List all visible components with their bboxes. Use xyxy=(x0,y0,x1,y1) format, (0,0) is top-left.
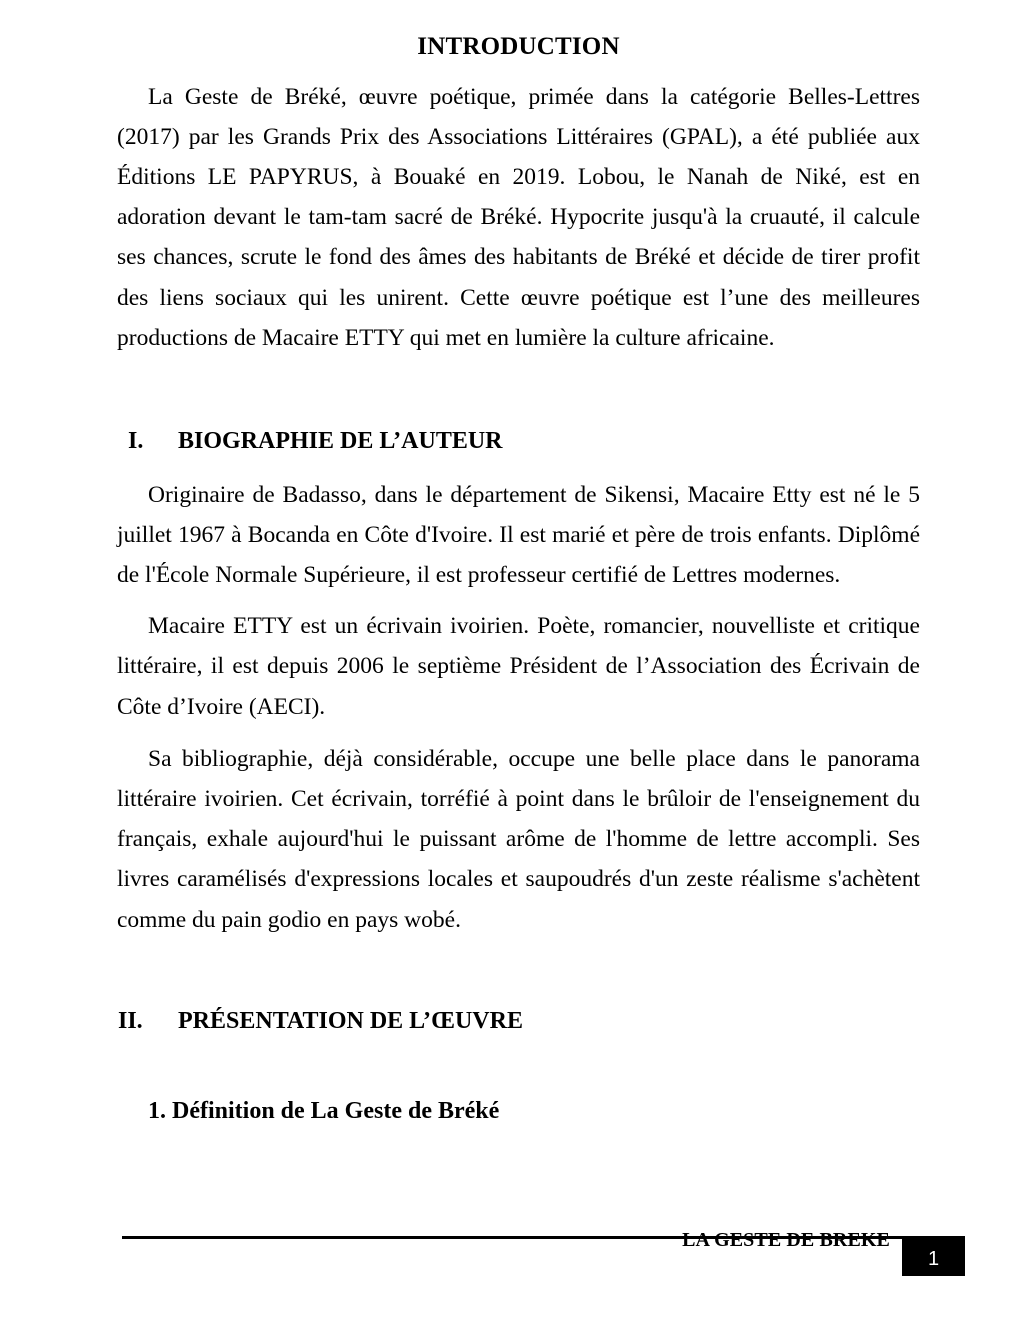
section-number: I. xyxy=(128,427,144,454)
biographie-paragraph-1: Originaire de Badasso, dans le département de Sikensi, Macaire Etty est né le 5 juillet 1967 à Bocanda en Côte d'Ivoire. Il est marié et père de trois enfants. Diplômé de l'École Normale Supérieure, il est professeur certifié de Lettres modernes. xyxy=(117,481,920,588)
intro-paragraph: La Geste de Bréké, œuvre poétique, primée dans la catégorie Belles-Lettres (2017) par les Grands Prix des Associations Littéraires (GPAL), a été publiée aux Éditions LE PAPYRUS, à Bouaké en 2019. Lobou, le Nanah de Niké, est en adoration devant le tam-tam sacré de Bréké. Hypocrite jusqu'à la cruauté, il calcule ses chances, scrute le fond des âmes des habitants de Bréké et décide de tirer profit des liens sociaux qui les unirent. Cette œuvre poétique est l’une des meilleures productions de Macaire ETTY qui met en lumière la culture africaine. xyxy=(117,83,920,351)
page-footer xyxy=(0,1228,1020,1320)
document-content xyxy=(117,0,920,1126)
subsection-heading-definition: 1. Définition de La Geste de Bréké xyxy=(148,1098,500,1125)
page-number-label: 1 xyxy=(927,1248,940,1270)
page-number-badge xyxy=(902,1236,965,1276)
biographie-paragraph-3: Sa bibliographie, déjà considérable, occupe une belle place dans le panorama littéraire ivoirien. Cet écrivain, torréfié à point dans le brûloir de l'enseignement du français, exhale aujourd'hui le puissant arôme de l'homme de lettre accompli. Ses livres caramélisés d'expressions locales et saupoudrés d'un zeste réalisme s'achètent comme du pain godio en pays wobé. xyxy=(117,745,920,933)
footer-title: LA GESTE DE BREKE xyxy=(682,1229,890,1251)
section-heading-biographie xyxy=(117,428,920,456)
biographie-paragraph-2: Macaire ETTY est un écrivain ivoirien. Poète, romancier, nouvelliste et critique littéraire, il est depuis 2006 le septième Président de l’Association des Écrivain de Côte d’Ivoire (AECI). xyxy=(117,613,920,720)
page-title: INTRODUCTION xyxy=(417,33,620,60)
section-title: PRÉSENTATION DE L’ŒUVRE xyxy=(178,1007,523,1034)
section-title: BIOGRAPHIE DE L’AUTEUR xyxy=(178,427,503,454)
section-number: II. xyxy=(118,1007,143,1034)
section-heading-presentation xyxy=(117,1008,920,1036)
